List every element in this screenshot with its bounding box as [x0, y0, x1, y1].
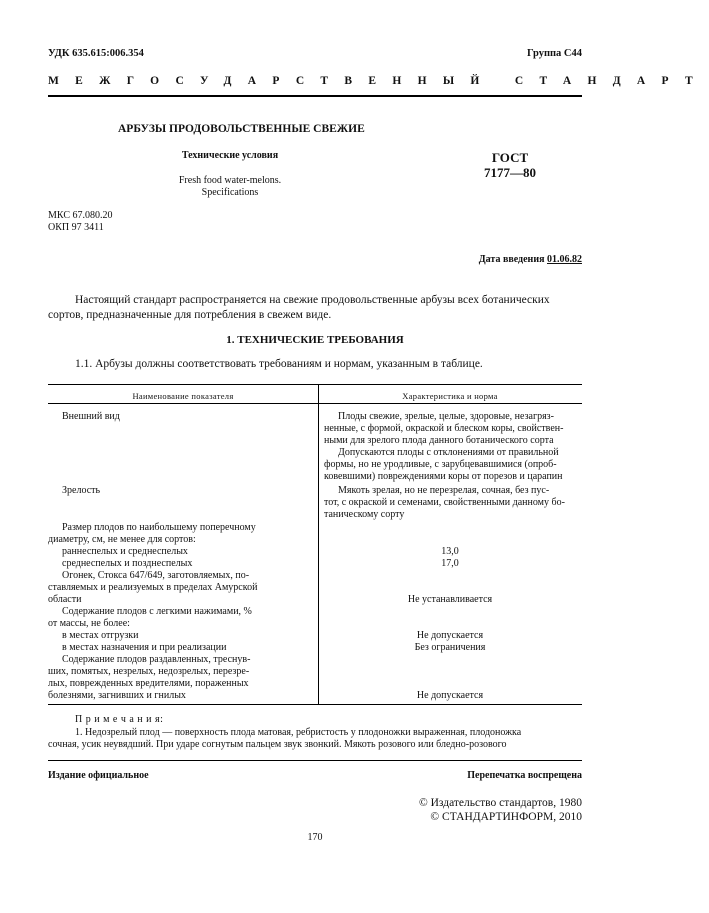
- group-code: Группа С44: [526, 48, 582, 59]
- okp-code: ОКП 97 3411: [48, 222, 104, 233]
- reprint-notice: Перепечатка воспрещена: [467, 770, 582, 781]
- section-heading: 1. ТЕХНИЧЕСКИЕ ТРЕБОВАНИЯ: [226, 334, 404, 346]
- table-header-rule: [48, 403, 582, 404]
- table-cell-appearance-6: ковевшими) повреждениями коры от порезов и царапин: [324, 471, 563, 482]
- edition-label: Издание официальное: [48, 770, 149, 781]
- banner-title: МЕЖГОСУДАРСТВЕННЫЙ СТАНДАРТ: [48, 75, 709, 87]
- table-row-size-2: диаметру, см, не менее для сортов:: [48, 534, 196, 545]
- table-cell-appearance-3: ными для зрелого плода данного ботанического сорта: [324, 435, 554, 446]
- classification-codes: [48, 210, 112, 234]
- table-row-damaged-1: Содержание плодов раздавленных, треснув-: [62, 654, 251, 665]
- table-row-size-early: раннеспелых и среднеспелых: [62, 546, 188, 557]
- table-row-damaged-3: лых, поврежденных вредителями, пораженных: [48, 678, 249, 689]
- note-1-line1: 1. Недозрелый плод — поверхность плода матовая, ребристость у плодоножки выраженная, плодоножка: [75, 727, 522, 738]
- gost-number: 7177—80: [484, 165, 536, 180]
- table-cell-appearance-1: Плоды свежие, зрелые, целые, здоровые, незагряз-: [338, 411, 554, 422]
- table-header-norm: Характеристика и норма: [402, 391, 498, 401]
- document-subtitle: Технические условия: [181, 150, 279, 161]
- table-cell-ripeness-2: тот, с окраской и семенами, свойственными данному бо-: [324, 497, 565, 508]
- table-row-pressure-destination: в местах назначения и при реализации: [62, 642, 227, 653]
- table-row-size-1: Размер плодов по наибольшему поперечному: [62, 522, 256, 533]
- table-bottom-rule: [48, 704, 582, 705]
- table-cell-size-early: 13,0: [441, 546, 459, 557]
- table-cell-damaged: Не допускается: [416, 690, 484, 701]
- table-row-ripeness: Зрелость: [62, 485, 101, 496]
- notes-heading: П р и м е ч а н и я:: [75, 714, 164, 725]
- page-number: 170: [307, 832, 323, 843]
- table-top-rule: [48, 384, 582, 385]
- table-row-ogonek-1: Огонек, Стокса 647/649, заготовляемых, по-: [62, 570, 250, 581]
- copyright-line2: © СТАНДАРТИНФОРМ, 2010: [430, 811, 582, 823]
- table-cell-appearance-5: формы, но не уродливые, с зарубцевавшимися (опроб-: [324, 459, 557, 470]
- intro-line1: Настоящий стандарт распространяется на свежие продовольственные арбузы всех ботанических: [75, 294, 550, 306]
- intro-date: [479, 254, 582, 265]
- table-cell-size-late: 17,0: [441, 558, 459, 569]
- table-cell-ripeness-1: Мякоть зрелая, но не перезрелая, сочная, без пус-: [338, 485, 550, 496]
- table-column-divider: [318, 384, 319, 704]
- table-row-pressure-1: Содержание плодов с легкими нажимами, %: [62, 606, 252, 617]
- table-row-pressure-2: от массы, не более:: [48, 618, 130, 629]
- copyright-block: [419, 796, 582, 824]
- table-row-damaged-2: ших, помятых, незрелых, недозрелых, перезре-: [48, 666, 250, 677]
- intro-date-label: Дата введения: [478, 254, 545, 265]
- table-header-indicator: Наименование показателя: [132, 391, 234, 401]
- table-row-size-late: среднеспелых и позднеспелых: [62, 558, 193, 569]
- clause-1-1: 1.1. Арбузы должны соответствовать требованиям и нормам, указанным в таблице.: [75, 358, 483, 370]
- footer-rule: [48, 760, 582, 761]
- table-row-damaged-4: болезнями, загнивших и гнилых: [48, 690, 186, 701]
- document-title: АРБУЗЫ ПРОДОВОЛЬСТВЕННЫЕ СВЕЖИЕ: [118, 123, 365, 135]
- table-cell-ripeness-3: таническому сорту: [324, 509, 405, 520]
- table-row-pressure-shipping: в местах отгрузки: [62, 630, 139, 641]
- gost-label: [470, 150, 550, 180]
- table-cell-ogonek: Не устанавливается: [407, 594, 493, 605]
- table-row-ogonek-3: области: [48, 594, 82, 605]
- banner-rule: [48, 95, 582, 97]
- english-title-line1: Fresh food water-melons.: [178, 175, 282, 186]
- table-cell-appearance-2: ненные, с формой, окраской и блеском коры, свойствен-: [324, 423, 564, 434]
- english-title-line2: Specifications: [201, 187, 259, 198]
- table-row-ogonek-2: ставляемых и реализуемых в пределах Амурской: [48, 582, 258, 593]
- table-cell-appearance-4: Допускаются плоды с отклонениями от правильной: [338, 447, 559, 458]
- note-1-line2: сочная, усик неувядший. При ударе согнутым пальцем звук звонкий. Мякоть розового или бледно-розового: [48, 739, 507, 750]
- table-row-appearance: Внешний вид: [62, 411, 120, 422]
- mks-code: МКС 67.080.20: [48, 210, 113, 221]
- copyright-line1: © Издательство стандартов, 1980: [418, 797, 582, 809]
- udk-code: УДК 635.615:006.354: [48, 48, 144, 59]
- english-title: [140, 175, 320, 199]
- intro-line2: сортов, предназначенные для потребления в свежем виде.: [48, 309, 332, 321]
- gost-word: ГОСТ: [491, 150, 529, 165]
- table-cell-pressure-shipping: Не допускается: [416, 630, 484, 641]
- intro-date-value: 01.06.82: [547, 254, 582, 265]
- table-cell-pressure-destination: Без ограничения: [414, 642, 486, 653]
